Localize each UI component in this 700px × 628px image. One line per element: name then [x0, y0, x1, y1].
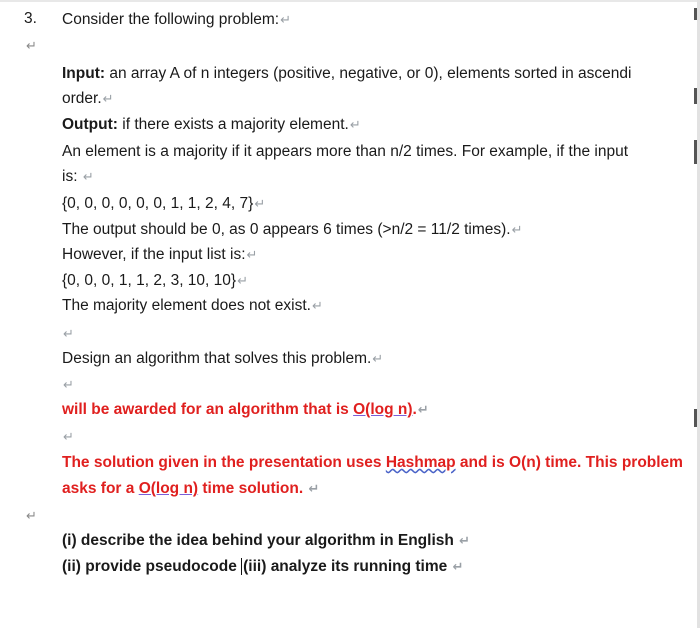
paragraph-mark-icon: ↵ — [349, 117, 361, 132]
paragraph-mark-icon: ↵ — [311, 298, 323, 313]
empty-paragraph — [62, 324, 74, 344]
input-line: Input: an array A of n integers (positive, negative, or 0), elements sorted in ascendi — [62, 65, 632, 82]
task-line: Design an algorithm that solves this problem.↵ — [62, 350, 384, 367]
paragraph-mark-icon: ↵ — [237, 273, 248, 288]
paragraph-mark-icon: ↵ — [511, 222, 523, 237]
output-line: Output: if there exists a majority element.↵ — [62, 116, 361, 133]
input-line-cont: order.↵ — [62, 90, 114, 107]
question-number: 3. — [24, 10, 37, 27]
paragraph-mark-icon: ↵ — [82, 169, 94, 184]
paragraph-mark-icon: ↵ — [246, 247, 258, 262]
page-top-rule — [0, 0, 700, 2]
right-edge-marker — [694, 8, 697, 20]
definition-line: An element is a majority if it appears more than n/2 times. For example, if the input — [62, 143, 629, 160]
paragraph-mark-icon: ↵ — [26, 38, 37, 53]
definition-line-cont: is: ↵ — [62, 168, 94, 185]
solution-note-line: The solution given in the presentation uses Hashmap and is O(n) time. This problem — [62, 454, 683, 471]
example-list-2: {0, 0, 0, 1, 1, 2, 3, 10, 10}↵ — [62, 272, 248, 289]
example-output-2: The majority element does not exist.↵ — [62, 297, 323, 314]
paragraph-mark-icon: ↵ — [63, 377, 74, 392]
paragraph-mark-icon: ↵ — [452, 559, 464, 574]
question-intro: Consider the following problem:↵ — [62, 11, 292, 28]
paragraph-mark-icon: ↵ — [459, 533, 471, 548]
empty-paragraph — [62, 427, 74, 447]
empty-paragraph — [62, 375, 74, 395]
paragraph-mark-icon: ↵ — [308, 481, 320, 496]
right-edge-marker — [694, 88, 697, 104]
paragraph-mark-icon: ↵ — [417, 402, 429, 417]
example-list-1: {0, 0, 0, 0, 0, 0, 1, 1, 2, 4, 7}↵ — [62, 195, 266, 212]
paragraph-mark-icon: ↵ — [280, 12, 292, 27]
part-i-line: (i) describe the idea behind your algorithm in English ↵ — [62, 532, 471, 549]
award-line: will be awarded for an algorithm that is O(log n).↵ — [62, 401, 429, 418]
part-ii-iii-line: (ii) provide pseudocode (iii) analyze its running time ↵ — [62, 558, 464, 575]
paragraph-mark-icon: ↵ — [254, 196, 266, 211]
example-output-1: The output should be 0, as 0 appears 6 times (>n/2 = 11/2 times).↵ — [62, 221, 523, 238]
right-edge-marker — [694, 409, 697, 427]
paragraph-mark-icon: ↵ — [63, 429, 74, 444]
solution-note-line-cont: asks for a O(log n) time solution. ↵ — [62, 480, 320, 497]
example-intro-2: However, if the input list is:↵ — [62, 246, 258, 263]
paragraph-mark-icon: ↵ — [63, 326, 74, 341]
paragraph-mark-icon: ↵ — [102, 91, 114, 106]
paragraph-mark-icon: ↵ — [372, 351, 384, 366]
paragraph-mark-icon: ↵ — [26, 508, 37, 523]
right-edge-marker — [694, 140, 697, 164]
